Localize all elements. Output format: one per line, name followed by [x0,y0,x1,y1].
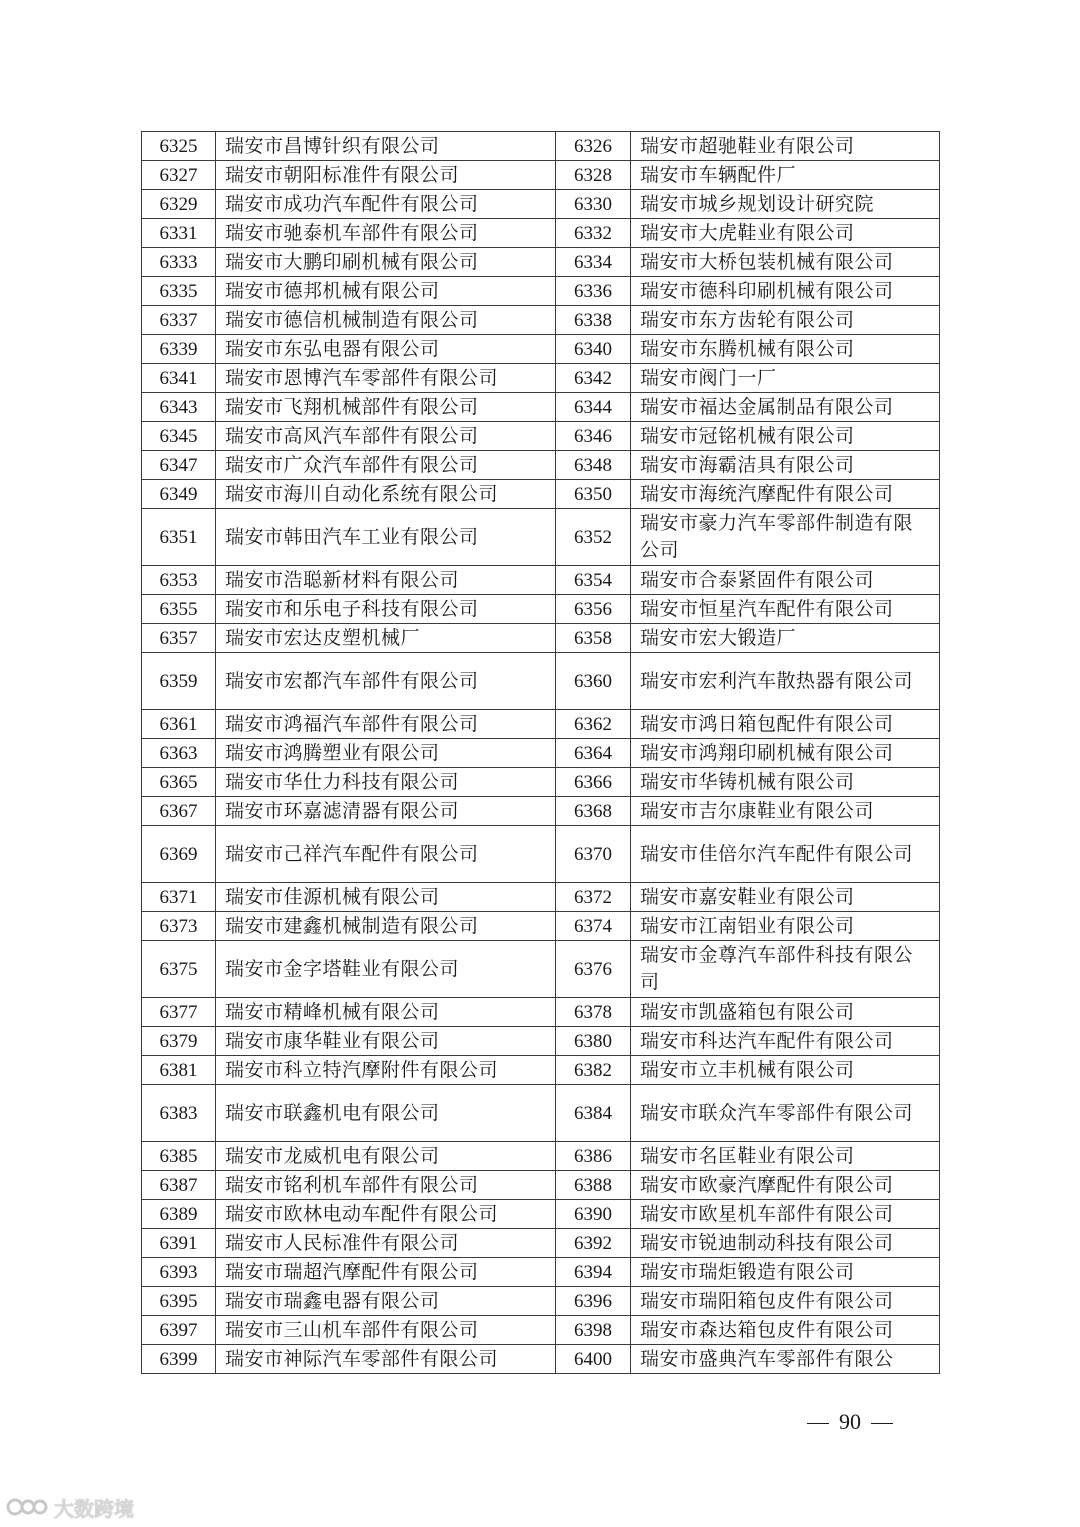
company-name-right: 瑞安市瑞阳箱包皮件有限公司 [631,1287,940,1316]
watermark [6,1493,134,1521]
row-number-left: 6371 [142,883,216,912]
row-number-right: 6396 [556,1287,631,1316]
row-number-left: 6345 [142,422,216,451]
company-name-right: 瑞安市鸿翔印刷机械有限公司 [631,739,940,768]
row-number-left: 6365 [142,768,216,797]
row-number-left: 6361 [142,710,216,739]
table-row [142,219,940,248]
company-name-right: 瑞安市宏利汽车散热器有限公司 [631,653,940,710]
table-row [142,364,940,393]
table-row [142,277,940,306]
row-number-left: 6331 [142,219,216,248]
company-name-right: 瑞安市联众汽车零部件有限公司 [631,1085,940,1142]
table-row [142,1085,940,1142]
company-name-right: 瑞安市车辆配件厂 [631,161,940,190]
row-number-left: 6355 [142,595,216,624]
company-name-left: 瑞安市铭利机车部件有限公司 [216,1171,556,1200]
table-body [142,132,940,1374]
row-number-left: 6339 [142,335,216,364]
row-number-right: 6380 [556,1027,631,1056]
company-name-right: 瑞安市恒星汽车配件有限公司 [631,595,940,624]
row-number-left: 6353 [142,566,216,595]
row-number-right: 6392 [556,1229,631,1258]
company-name-left: 瑞安市华仕力科技有限公司 [216,768,556,797]
table-row [142,161,940,190]
row-number-left: 6377 [142,998,216,1027]
company-name-right: 瑞安市佳倍尔汽车配件有限公司 [631,826,940,883]
row-number-left: 6333 [142,248,216,277]
row-number-right: 6366 [556,768,631,797]
row-number-left: 6343 [142,393,216,422]
row-number-right: 6374 [556,912,631,941]
row-number-right: 6358 [556,624,631,653]
company-name-right: 瑞安市城乡规划设计研究院 [631,190,940,219]
company-name-right: 瑞安市冠铭机械有限公司 [631,422,940,451]
company-name-left: 瑞安市神际汽车零部件有限公司 [216,1345,556,1374]
company-name-left: 瑞安市浩聪新材料有限公司 [216,566,556,595]
company-name-left: 瑞安市驰泰机车部件有限公司 [216,219,556,248]
company-name-left: 瑞安市瑞鑫电器有限公司 [216,1287,556,1316]
row-number-right: 6362 [556,710,631,739]
table-row [142,1200,940,1229]
table-row [142,1056,940,1085]
table-row [142,1142,940,1171]
company-name-left: 瑞安市恩博汽车零部件有限公司 [216,364,556,393]
company-name-right: 瑞安市锐迪制动科技有限公司 [631,1229,940,1258]
company-list-table [141,131,940,1374]
row-number-right: 6370 [556,826,631,883]
row-number-left: 6341 [142,364,216,393]
row-number-left: 6363 [142,739,216,768]
company-name-left: 瑞安市三山机车部件有限公司 [216,1316,556,1345]
row-number-left: 6335 [142,277,216,306]
row-number-right: 6386 [556,1142,631,1171]
company-name-left: 瑞安市成功汽车配件有限公司 [216,190,556,219]
row-number-right: 6352 [556,509,631,566]
row-number-left: 6367 [142,797,216,826]
company-name-right: 瑞安市欧星机车部件有限公司 [631,1200,940,1229]
table-row [142,941,940,998]
table-row [142,710,940,739]
row-number-left: 6389 [142,1200,216,1229]
page-number-value: 90 [839,1409,861,1434]
table-row [142,248,940,277]
table-row [142,509,940,566]
row-number-right: 6384 [556,1085,631,1142]
company-name-left: 瑞安市广众汽车部件有限公司 [216,451,556,480]
row-number-right: 6350 [556,480,631,509]
row-number-left: 6349 [142,480,216,509]
row-number-right: 6336 [556,277,631,306]
company-name-right: 瑞安市宏大锻造厂 [631,624,940,653]
row-number-left: 6369 [142,826,216,883]
row-number-right: 6394 [556,1258,631,1287]
row-number-left: 6351 [142,509,216,566]
company-name-left: 瑞安市韩田汽车工业有限公司 [216,509,556,566]
company-name-right: 瑞安市凯盛箱包有限公司 [631,998,940,1027]
row-number-left: 6347 [142,451,216,480]
company-name-left: 瑞安市己祥汽车配件有限公司 [216,826,556,883]
company-name-right: 瑞安市合泰紧固件有限公司 [631,566,940,595]
company-name-right: 瑞安市江南铝业有限公司 [631,912,940,941]
row-number-right: 6328 [556,161,631,190]
watermark-text: 大数跨境 [54,1496,134,1521]
company-name-right: 瑞安市森达箱包皮件有限公司 [631,1316,940,1345]
company-name-right: 瑞安市欧豪汽摩配件有限公司 [631,1171,940,1200]
table-row [142,566,940,595]
company-name-left: 瑞安市德邦机械有限公司 [216,277,556,306]
company-name-left: 瑞安市人民标准件有限公司 [216,1229,556,1258]
company-name-right: 瑞安市东腾机械有限公司 [631,335,940,364]
table-row [142,797,940,826]
row-number-left: 6325 [142,132,216,161]
row-number-right: 6388 [556,1171,631,1200]
company-name-left: 瑞安市德信机械制造有限公司 [216,306,556,335]
row-number-right: 6334 [556,248,631,277]
row-number-left: 6381 [142,1056,216,1085]
table-row [142,768,940,797]
company-name-right: 瑞安市豪力汽车零部件制造有限公司 [631,509,940,566]
table-row [142,595,940,624]
company-name-right: 瑞安市金尊汽车部件科技有限公司 [631,941,940,998]
row-number-right: 6368 [556,797,631,826]
company-name-right: 瑞安市德科印刷机械有限公司 [631,277,940,306]
company-name-right: 瑞安市阀门一厂 [631,364,940,393]
company-name-right: 瑞安市鸿日箱包配件有限公司 [631,710,940,739]
company-name-right: 瑞安市盛典汽车零部件有限公 [631,1345,940,1374]
company-name-left: 瑞安市联鑫机电有限公司 [216,1085,556,1142]
company-name-right: 瑞安市海统汽摩配件有限公司 [631,480,940,509]
table-row [142,1287,940,1316]
company-name-right: 瑞安市嘉安鞋业有限公司 [631,883,940,912]
page-number [0,1409,1080,1435]
watermark-logo-icon [6,1494,50,1520]
row-number-left: 6337 [142,306,216,335]
company-name-right: 瑞安市超驰鞋业有限公司 [631,132,940,161]
company-name-left: 瑞安市康华鞋业有限公司 [216,1027,556,1056]
row-number-right: 6340 [556,335,631,364]
table-row [142,998,940,1027]
row-number-left: 6395 [142,1287,216,1316]
row-number-right: 6344 [556,393,631,422]
company-name-left: 瑞安市佳源机械有限公司 [216,883,556,912]
company-name-left: 瑞安市东弘电器有限公司 [216,335,556,364]
table-row [142,422,940,451]
company-name-right: 瑞安市科达汽车配件有限公司 [631,1027,940,1056]
company-name-left: 瑞安市龙威机电有限公司 [216,1142,556,1171]
company-name-left: 瑞安市海川自动化系统有限公司 [216,480,556,509]
row-number-left: 6393 [142,1258,216,1287]
company-name-right: 瑞安市名匡鞋业有限公司 [631,1142,940,1171]
company-name-left: 瑞安市科立特汽摩附件有限公司 [216,1056,556,1085]
company-name-left: 瑞安市朝阳标准件有限公司 [216,161,556,190]
row-number-left: 6387 [142,1171,216,1200]
company-name-left: 瑞安市鸿腾塑业有限公司 [216,739,556,768]
table-row [142,190,940,219]
company-name-right: 瑞安市大虎鞋业有限公司 [631,219,940,248]
row-number-left: 6385 [142,1142,216,1171]
page-dash-left [807,1423,829,1424]
company-name-left: 瑞安市飞翔机械部件有限公司 [216,393,556,422]
row-number-right: 6360 [556,653,631,710]
table-row [142,1027,940,1056]
company-name-left: 瑞安市大鹏印刷机械有限公司 [216,248,556,277]
table-row [142,653,940,710]
company-name-left: 瑞安市宏都汽车部件有限公司 [216,653,556,710]
company-name-left: 瑞安市欧林电动车配件有限公司 [216,1200,556,1229]
row-number-left: 6329 [142,190,216,219]
row-number-left: 6327 [142,161,216,190]
table-row [142,739,940,768]
row-number-right: 6400 [556,1345,631,1374]
table-row [142,306,940,335]
table-row [142,480,940,509]
company-name-right: 瑞安市立丰机械有限公司 [631,1056,940,1085]
row-number-right: 6356 [556,595,631,624]
row-number-left: 6375 [142,941,216,998]
row-number-right: 6372 [556,883,631,912]
table-row [142,335,940,364]
table-row [142,1316,940,1345]
company-name-right: 瑞安市海霸洁具有限公司 [631,451,940,480]
row-number-left: 6357 [142,624,216,653]
table-row [142,912,940,941]
company-name-left: 瑞安市环嘉滤清器有限公司 [216,797,556,826]
row-number-right: 6378 [556,998,631,1027]
page-dash-right [871,1423,893,1424]
row-number-right: 6346 [556,422,631,451]
row-number-right: 6326 [556,132,631,161]
company-name-left: 瑞安市和乐电子科技有限公司 [216,595,556,624]
row-number-left: 6397 [142,1316,216,1345]
table-row [142,451,940,480]
table-row [142,132,940,161]
table-row [142,826,940,883]
row-number-left: 6383 [142,1085,216,1142]
row-number-right: 6390 [556,1200,631,1229]
row-number-left: 6399 [142,1345,216,1374]
row-number-right: 6376 [556,941,631,998]
row-number-right: 6398 [556,1316,631,1345]
table-row [142,1258,940,1287]
row-number-left: 6359 [142,653,216,710]
row-number-right: 6354 [556,566,631,595]
row-number-right: 6332 [556,219,631,248]
company-name-left: 瑞安市宏达皮塑机械厂 [216,624,556,653]
table-row [142,883,940,912]
company-name-right: 瑞安市吉尔康鞋业有限公司 [631,797,940,826]
row-number-right: 6342 [556,364,631,393]
company-name-left: 瑞安市鸿福汽车部件有限公司 [216,710,556,739]
row-number-right: 6364 [556,739,631,768]
company-name-left: 瑞安市瑞超汽摩配件有限公司 [216,1258,556,1287]
row-number-right: 6330 [556,190,631,219]
row-number-right: 6348 [556,451,631,480]
company-name-right: 瑞安市东方齿轮有限公司 [631,306,940,335]
row-number-left: 6373 [142,912,216,941]
table-row [142,393,940,422]
company-name-right: 瑞安市福达金属制品有限公司 [631,393,940,422]
table-row [142,1171,940,1200]
row-number-right: 6338 [556,306,631,335]
company-name-left: 瑞安市建鑫机械制造有限公司 [216,912,556,941]
row-number-left: 6379 [142,1027,216,1056]
company-name-left: 瑞安市昌博针织有限公司 [216,132,556,161]
company-name-left: 瑞安市高风汽车部件有限公司 [216,422,556,451]
company-name-right: 瑞安市大桥包装机械有限公司 [631,248,940,277]
row-number-right: 6382 [556,1056,631,1085]
table-row [142,624,940,653]
company-name-left: 瑞安市金字塔鞋业有限公司 [216,941,556,998]
company-name-right: 瑞安市瑞炬锻造有限公司 [631,1258,940,1287]
table-row [142,1229,940,1258]
company-name-right: 瑞安市华铸机械有限公司 [631,768,940,797]
row-number-left: 6391 [142,1229,216,1258]
company-name-left: 瑞安市精峰机械有限公司 [216,998,556,1027]
table-row [142,1345,940,1374]
